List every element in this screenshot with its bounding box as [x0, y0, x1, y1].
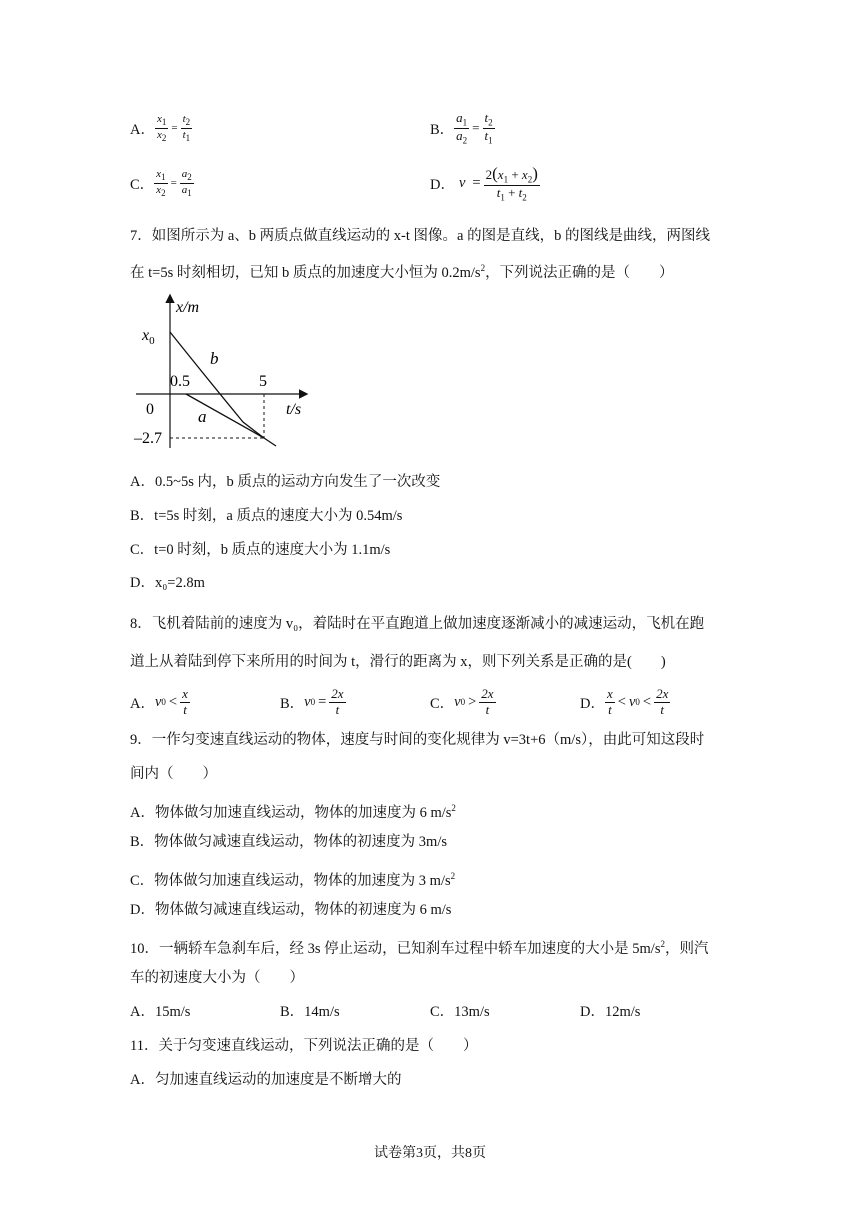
origin-label: 0 [146, 401, 154, 418]
q8-stem-line2: 道上从着陆到停下来所用的时间为 t，滑行的距离为 x，则下列关系是正确的是( ) [130, 654, 666, 670]
q7-stem-line2: 在 t=5s 时刻相切，已知 b 质点的加速度大小恒为 $0.2m/s^2$，下列说法正确的是（ ） [130, 263, 674, 281]
q10-option-b: B．14m/s [280, 1004, 340, 1020]
page-footer: 试卷第3页，共8页 [374, 1146, 486, 1161]
y-axis-label: x/m [176, 299, 200, 316]
q10-option-d: D．12m/s [580, 1004, 641, 1020]
q9-option-b: B．物体做匀减速直线运动，物体的初速度为 3m/s [130, 834, 447, 850]
q9-option-c: C．物体做匀加速直线运动，物体的加速度为 3 $m/s^2$ [130, 871, 456, 889]
q7-option-c: C．t=0 时刻，b 质点的速度大小为 1.1m/s [130, 542, 391, 558]
q8-option-a: A． v 0 < $\frac{x}{t}$ [130, 685, 188, 717]
label-5: 5 [259, 373, 267, 390]
q11-option-a: A．匀加速直线运动的加速度是不断增大的 [130, 1072, 402, 1088]
q9-stem-line2: 间内（ ） [130, 766, 217, 782]
q10-stem-line2: 车的初速度大小为（ ） [130, 970, 304, 986]
q7-option-d: D．x₀=2.8m [130, 575, 205, 591]
x0-label: $x_0$ [142, 327, 155, 347]
q9-stem-line1: 9．一作匀变速直线运动的物体，速度与时间的变化规律为 v=3t+6（m/s），由此可知这段时 [130, 732, 705, 748]
q10-stem-line1: 10．一辆轿车急刹车后，经 3s 停止运动，已知刹车过程中轿车加速度的大小是 $5m/s^2$，则汽 [130, 939, 709, 957]
curve-b-label: b [210, 349, 219, 368]
line-a-label: a [198, 407, 207, 426]
x-axis-label: t/s [286, 401, 302, 418]
q10-option-a: A．15m/s [130, 1004, 191, 1020]
q9-option-d: D．物体做匀减速直线运动，物体的初速度为 6 m/s [130, 902, 452, 918]
label-0-5: 0.5 [170, 373, 190, 390]
xt-graph [128, 290, 318, 452]
q8-option-c: C． v 0 > $\frac{2x}{t}$ [430, 685, 494, 717]
q7-option-b: B．t=5s 时刻，a 质点的速度大小为 0.54m/s [130, 508, 403, 524]
q6-option-b: B． $\frac{a_1}{a_2}$ = $\frac{t_2}{t_1}$ [430, 109, 493, 146]
q6-option-c: C． $\frac{x_1}{x_2}$ = $\frac{a_2}{a_1}$ [130, 167, 192, 198]
q11-stem: 11．关于匀变速直线运动，下列说法正确的是（ ） [130, 1038, 478, 1054]
q6-option-a: A． $\frac{x_1}{x_2}$ = $\frac{t_2}{t_1}$ [130, 112, 191, 143]
q7-stem-line1: 7．如图所示为 a、b 两质点做直线运动的 x-t 图像。a 的图是直线，b 的图线是曲线，两图线 [130, 228, 710, 244]
q8-option-b: B． v 0 = $\frac{2x}{t}$ [280, 685, 344, 717]
q9-option-a: A．物体做匀加速直线运动，物体的加速度为 6 $m/s^2$ [130, 803, 456, 821]
label-neg-2-7: –2.7 [134, 430, 162, 447]
q10-option-c: C．13m/s [430, 1004, 490, 1020]
q7-option-a: A．0.5~5s 内，b 质点的运动方向发生了一次改变 [130, 474, 441, 490]
q6-option-d: D． v = $\frac{2(x_1 + x_2)}{t_1 + t_2}$ [430, 163, 538, 203]
q8-option-d: D． $\frac{x}{t}$ < v 0 < $\frac{2x}{t}$ [580, 685, 669, 717]
q8-stem-line1: 8．飞机着陆前的速度为 v₀，着陆时在平直跑道上做加速度逐渐减小的减速运动，飞机在跑 [130, 616, 705, 632]
